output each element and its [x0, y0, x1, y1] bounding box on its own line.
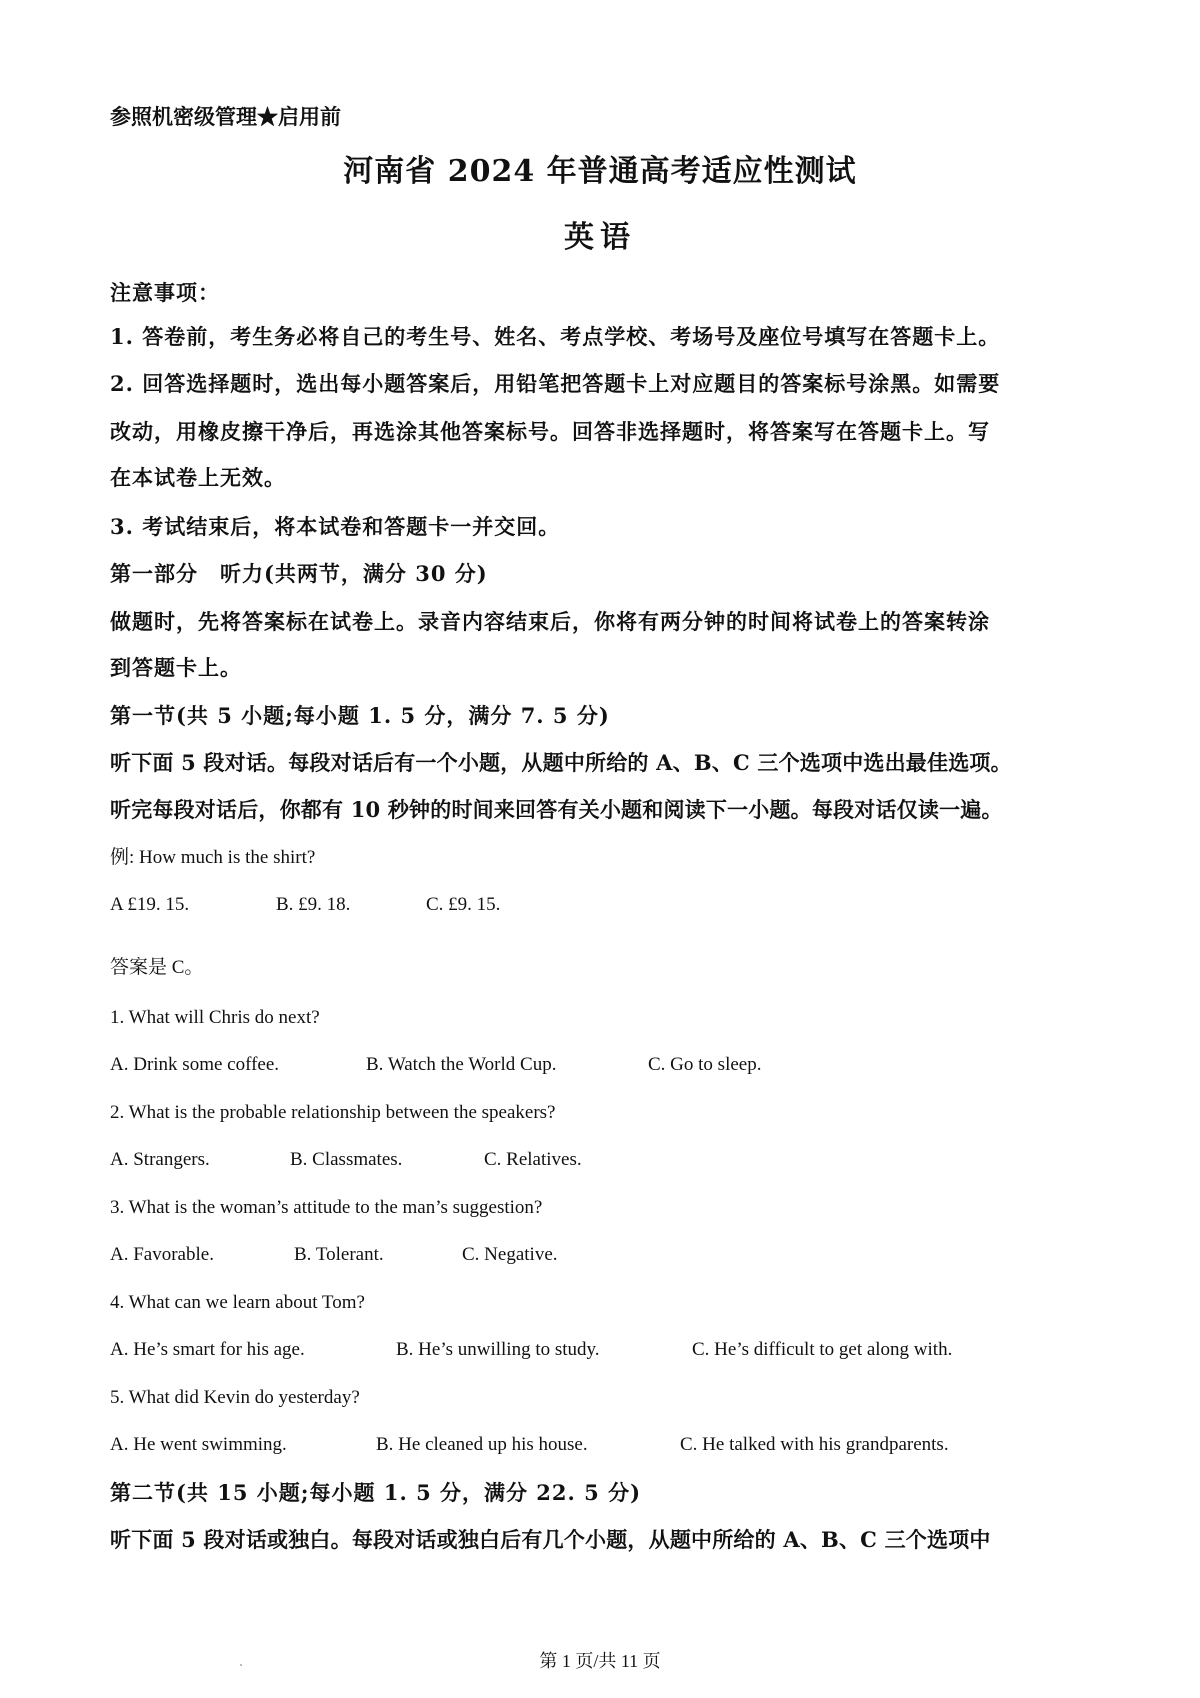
- notice-item-2-line-3: 在本试卷上无效。: [110, 465, 286, 490]
- subject-title: 英语: [564, 220, 636, 255]
- page-number: 第 1 页/共 11 页: [539, 1651, 661, 1671]
- section2-instruction-line-1: 听下面 5 段对话或独白。每段对话或独白后有几个小题，从题中所给的 A、B、C 三个选项中: [110, 1527, 991, 1552]
- section1-heading: 第一节(共 5 小题;每小题 1. 5 分，满分 7. 5 分): [110, 703, 610, 728]
- question-3: 3. What is the woman’s attitude to the man’s suggestion?: [110, 1197, 543, 1218]
- example-answer: 答案是 C。: [110, 957, 204, 978]
- question-1: 1. What will Chris do next?: [110, 1007, 320, 1028]
- notice-item-1: 1. 答卷前，考生务必将自己的考生号、姓名、考点学校、考场号及座位号填写在答题卡上。: [110, 324, 1001, 349]
- question-2-option-b: B. Classmates.: [290, 1149, 403, 1170]
- section1-instruction-line-2: 听完每段对话后，你都有 10 秒钟的时间来回答有关小题和阅读下一小题。每段对话仅读一遍。: [110, 797, 1003, 822]
- question-5-option-c: C. He talked with his grandparents.: [680, 1434, 949, 1455]
- notice-item-3: 3. 考试结束后，将本试卷和答题卡一并交回。: [110, 514, 561, 539]
- example-question: 例: How much is the shirt?: [110, 847, 316, 868]
- example-option-a: A £19. 15.: [110, 894, 190, 915]
- question-4-option-a: A. He’s smart for his age.: [110, 1339, 305, 1360]
- question-5-option-b: B. He cleaned up his house.: [376, 1434, 588, 1455]
- question-2-option-c: C. Relatives.: [484, 1149, 582, 1170]
- question-4: 4. What can we learn about Tom?: [110, 1292, 365, 1313]
- question-3-option-c: C. Negative.: [462, 1244, 558, 1265]
- question-1-option-b: B. Watch the World Cup.: [366, 1054, 557, 1075]
- question-1-option-c: C. Go to sleep.: [648, 1054, 762, 1075]
- question-3-option-a: A. Favorable.: [110, 1244, 214, 1265]
- section1-instruction-line-1: 听下面 5 段对话。每段对话后有一个小题，从题中所给的 A、B、C 三个选项中选出最佳选项。: [110, 750, 1012, 775]
- question-5-option-a: A. He went swimming.: [110, 1434, 287, 1455]
- example-option-b: B. £9. 18.: [276, 894, 351, 915]
- question-2-option-a: A. Strangers.: [110, 1149, 210, 1170]
- question-2: 2. What is the probable relationship between the speakers?: [110, 1102, 556, 1123]
- section2-heading: 第二节(共 15 小题;每小题 1. 5 分，满分 22. 5 分): [110, 1480, 642, 1505]
- question-3-option-b: B. Tolerant.: [294, 1244, 384, 1265]
- confidentiality-label: 参照机密级管理★启用前: [110, 104, 341, 129]
- question-4-option-c: C. He’s difficult to get along with.: [692, 1339, 953, 1360]
- part1-instruction-line-2: 到答题卡上。: [110, 655, 242, 680]
- part1-heading: 第一部分 听力(共两节，满分 30 分): [110, 561, 488, 586]
- question-1-option-a: A. Drink some coffee.: [110, 1054, 280, 1075]
- exam-title: 河南省 2024 年普通高考适应性测试: [343, 154, 857, 189]
- notice-item-2-line-2: 改动，用橡皮擦干净后，再选涂其他答案标号。回答非选择题时，将答案写在答题卡上。写: [110, 419, 990, 444]
- example-option-c: C. £9. 15.: [426, 894, 501, 915]
- notice-item-2-line-1: 2. 回答选择题时，选出每小题答案后，用铅笔把答题卡上对应题目的答案标号涂黑。如需要: [110, 371, 1001, 396]
- question-5: 5. What did Kevin do yesterday?: [110, 1387, 360, 1408]
- question-4-option-b: B. He’s unwilling to study.: [396, 1339, 600, 1360]
- notice-heading: 注意事项：: [110, 280, 220, 305]
- part1-instruction-line-1: 做题时，先将答案标在试卷上。录音内容结束后，你将有两分钟的时间将试卷上的答案转涂: [110, 609, 990, 634]
